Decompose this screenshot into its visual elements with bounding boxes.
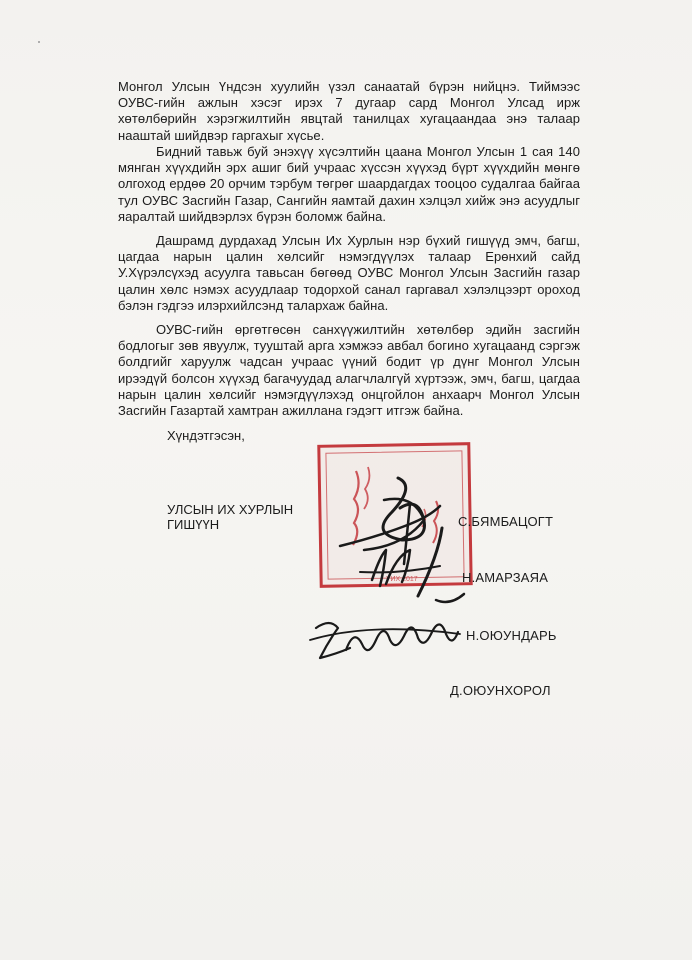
closing-salutation: Хүндэтгэсэн, — [167, 428, 245, 443]
letter-paragraph-3: Дашрамд дурдахад Улсын Их Хурлын нэр бүхий гишүүд эмч, багш, цагдаа нарын цалин хөлсийг нэмэгдүүлэх талаар Ерөнхий сайд У.Хүрэлсүхэд асуулга тавьсан бөгөөд ОУВС Монгол Улсын Засгийн газар цалин хөлс нэмэх асуудлаар тодорхой санал гаргавал хэлэлцээрт ороход бэлэн гэдгээ илэрхийлсэнд талархаж байна. — [118, 233, 580, 313]
signature-bymbatsogt — [340, 478, 440, 564]
signatory-title-line-2: ГИШҮҮН — [167, 517, 220, 532]
signatory-title-line-1: УЛСЫН ИХ ХУРЛЫН — [167, 502, 294, 517]
signatory-name-4: Д.ОЮУНХОРОЛ — [450, 683, 551, 698]
signatory-name-1: С.БЯМБАЦОГТ — [458, 514, 554, 529]
letter-paragraph-2: Бидний тавьж буй энэхүү хүсэлтийн цаана Монгол Улсын 1 сая 140 мянган хүүхдийн эрх ашиг бий учраас хүссэн хүүхэд бүрт хүүхдийн мөнгө олгоход ердөө 20 орчим тэрбум төгрөг шаардагдах тооцоо судалгаа байгаа тул ОУВС Засгийн Газар, Сангийн яамтай дахин хэлцэл хийж энэ асуудлыг яаралтай шийдвэрлэх бүрэн боломж байна. — [118, 144, 580, 224]
signature-oyundari — [310, 623, 460, 658]
letter-paragraph-1: Монгол Улсын Үндсэн хуулийн үзэл санаатай бүрэн нийцнэ. Тиймээс ОУВС-гийн ажлын хэсэг ирэх 7 дугаар сард Монгол Улсад ирж хөтөлбөрийн хэрэгжилтийн явцтай танилцах хугацаандаа энэ талаар нааштай шийдвэр гаргахыг хүсье. — [118, 79, 580, 143]
letter-paragraph-4: ОУВС-гийн өргөтгөсөн санхүүжилтийн хөтөлбөр эдийн засгийн бодлогыг зөв явуулж, тууштай арга хэмжээ авбал богино хугацаанд сэргэж болдгийг харуулж чадсан учраас үүний бодит үр дүнг Монгол Улсын ирээдүй болсон хүүхэд багачуудад алагчлалгүй хүртээж, эмч, багш, цагдаа нарын цалин хөлсийг нэмэгдүүлэхэд онцгойлон анхаарч Монгол Улсын Засгийн Газартай хамтран ажиллана гэдэгт итгэж байна. — [118, 322, 580, 419]
signatory-name-3: Н.ОЮУНДАРЬ — [466, 628, 557, 643]
seal-text: УИХ 2017 — [386, 576, 418, 583]
signatory-name-2: Н.АМАРЗАЯА — [462, 570, 549, 585]
